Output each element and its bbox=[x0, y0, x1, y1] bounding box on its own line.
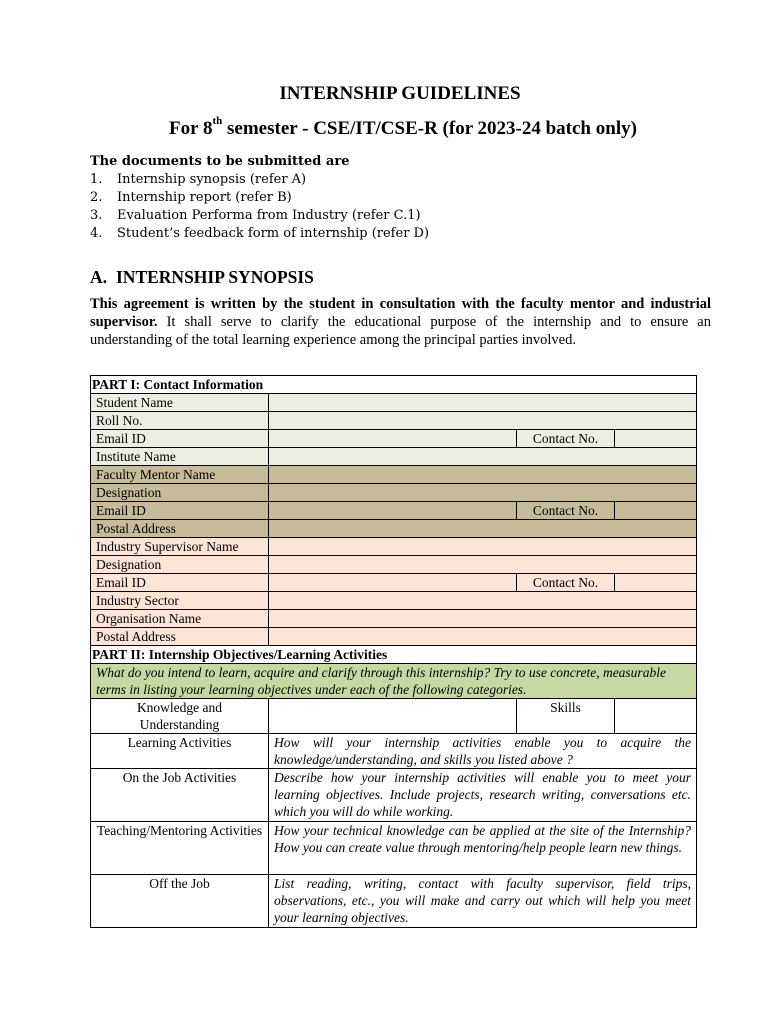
list-number: 4. bbox=[90, 226, 103, 241]
section-letter: A. bbox=[90, 267, 108, 287]
learning-activities-description: How will your internship activities enable you to acquire the knowledge/understanding, and skills you listed above ? bbox=[269, 734, 697, 769]
list-text: Internship report (refer B) bbox=[117, 190, 292, 205]
roll-no-label: Roll No. bbox=[91, 412, 269, 430]
organisation-name-label: Organisation Name bbox=[91, 610, 269, 628]
faculty-mentor-name-label: Faculty Mentor Name bbox=[91, 466, 269, 484]
industry-postal-label: Postal Address bbox=[91, 628, 269, 646]
industry-supervisor-name-label: Industry Supervisor Name bbox=[91, 538, 269, 556]
student-contact-field[interactable] bbox=[615, 430, 697, 448]
on-job-activities-label: On the Job Activities bbox=[91, 769, 269, 822]
list-text: Internship synopsis (refer A) bbox=[117, 172, 307, 187]
institute-name-label: Institute Name bbox=[91, 448, 269, 466]
industry-sector-label: Industry Sector bbox=[91, 592, 269, 610]
page-subtitle bbox=[0, 115, 768, 140]
list-text: Evaluation Performa from Industry (refer C.1) bbox=[117, 208, 421, 223]
synopsis-form-table bbox=[90, 375, 697, 928]
faculty-designation-field[interactable] bbox=[269, 484, 697, 502]
knowledge-field[interactable] bbox=[269, 699, 517, 734]
industry-email-field[interactable] bbox=[269, 574, 517, 592]
institute-name-field[interactable] bbox=[269, 448, 697, 466]
subtitle-text: For 8 bbox=[169, 118, 213, 139]
student-email-field[interactable] bbox=[269, 430, 517, 448]
student-email-label: Email ID bbox=[91, 430, 269, 448]
page-title: INTERNSHIP GUIDELINES bbox=[279, 83, 521, 104]
faculty-postal-field[interactable] bbox=[269, 520, 697, 538]
teaching-mentoring-label: Teaching/Mentoring Activities bbox=[91, 822, 269, 875]
faculty-mentor-name-field[interactable] bbox=[269, 466, 697, 484]
list-item bbox=[90, 171, 429, 189]
faculty-designation-label: Designation bbox=[91, 484, 269, 502]
part2-instructions: What do you intend to learn, acquire and clarify through this internship? Try to use concrete, measurable terms in listing your learning objectives under each of the following categories. bbox=[91, 664, 697, 699]
off-the-job-label: Off the Job bbox=[91, 875, 269, 928]
skills-label: Skills bbox=[517, 699, 615, 734]
faculty-postal-label: Postal Address bbox=[91, 520, 269, 538]
roll-no-field[interactable] bbox=[269, 412, 697, 430]
section-title: INTERNSHIP SYNOPSIS bbox=[116, 267, 314, 287]
skills-field[interactable] bbox=[615, 699, 697, 734]
student-name-label: Student Name bbox=[91, 394, 269, 412]
industry-email-label: Email ID bbox=[91, 574, 269, 592]
industry-contact-label: Contact No. bbox=[517, 574, 615, 592]
industry-designation-label: Designation bbox=[91, 556, 269, 574]
teaching-mentoring-description: How your technical knowledge can be applied at the site of the Internship? How you can create value through mentoring/help people learn new things. bbox=[269, 822, 697, 875]
organisation-name-field[interactable] bbox=[269, 610, 697, 628]
knowledge-label: Knowledge and Understanding bbox=[91, 699, 269, 734]
industry-postal-field[interactable] bbox=[269, 628, 697, 646]
student-name-field[interactable] bbox=[269, 394, 697, 412]
list-item bbox=[90, 207, 429, 225]
list-text: Student’s feedback form of internship (refer D) bbox=[117, 226, 430, 241]
off-the-job-description: List reading, writing, contact with faculty supervisor, field trips, observations, etc., you will make and carry out which will help you meet your learning objectives. bbox=[269, 875, 697, 928]
faculty-contact-field[interactable] bbox=[615, 502, 697, 520]
list-number: 3. bbox=[90, 208, 103, 223]
list-item bbox=[90, 189, 429, 207]
faculty-email-label: Email ID bbox=[91, 502, 269, 520]
list-item bbox=[90, 225, 429, 243]
documents-heading: The documents to be submitted are bbox=[90, 154, 350, 169]
intro-text: It shall serve to clarify the educational purpose of the internship and to ensure an understanding of the total learning experience among the principal parties involved. bbox=[90, 314, 711, 348]
documents-list-section bbox=[90, 153, 429, 243]
faculty-contact-label: Contact No. bbox=[517, 502, 615, 520]
on-job-activities-description: Describe how your internship activities will enable you to meet your learning objectives. Include projects, research writing, conversations etc. which you will do while working. bbox=[269, 769, 697, 822]
list-number: 1. bbox=[90, 172, 103, 187]
industry-supervisor-name-field[interactable] bbox=[269, 538, 697, 556]
intro-bold-text: This agreement is written by the student in consultation with the faculty mentor and industrial supervisor. bbox=[90, 296, 711, 330]
student-contact-label: Contact No. bbox=[517, 430, 615, 448]
subtitle-text-rest: semester - CSE/IT/CSE-R (for 2023-24 batch only) bbox=[222, 118, 637, 139]
list-number: 2. bbox=[90, 190, 103, 205]
documents-list bbox=[90, 171, 429, 243]
faculty-email-field[interactable] bbox=[269, 502, 517, 520]
learning-activities-label: Learning Activities bbox=[91, 734, 269, 769]
part2-header: PART II: Internship Objectives/Learning Activities bbox=[91, 646, 697, 664]
subtitle-superscript: th bbox=[212, 115, 223, 127]
intro-paragraph bbox=[90, 295, 711, 349]
section-a-heading bbox=[90, 267, 314, 288]
part1-header: PART I: Contact Information bbox=[91, 376, 697, 394]
industry-contact-field[interactable] bbox=[615, 574, 697, 592]
industry-designation-field[interactable] bbox=[269, 556, 697, 574]
industry-sector-field[interactable] bbox=[269, 592, 697, 610]
